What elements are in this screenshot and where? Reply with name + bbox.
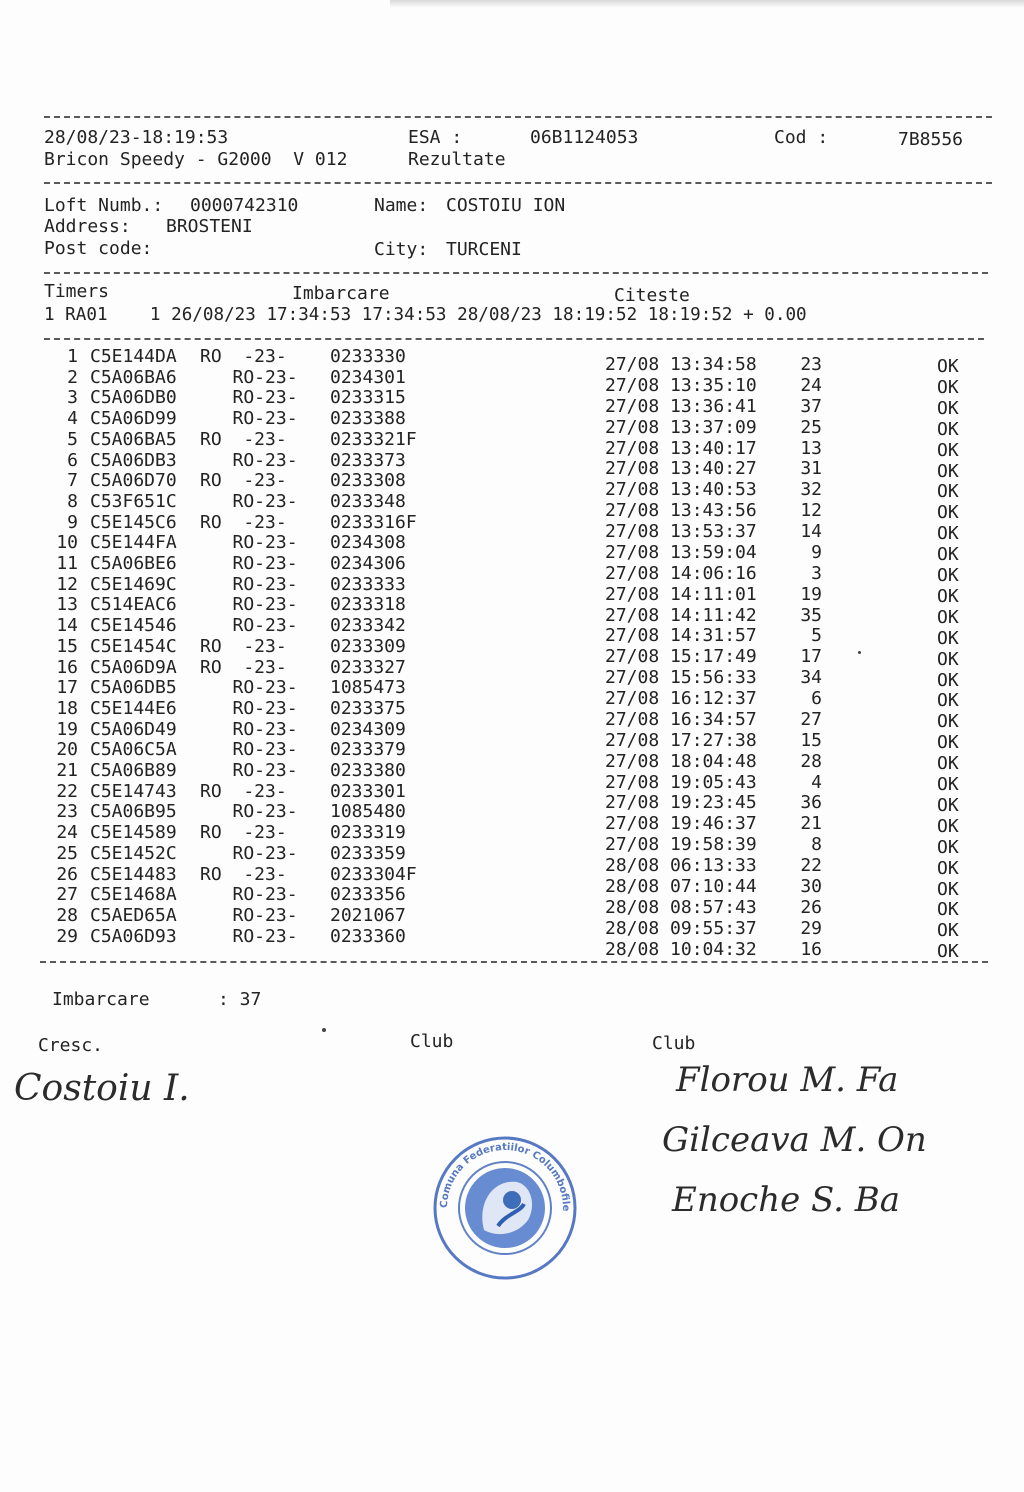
signature-breeder: Costoiu I. xyxy=(14,1068,190,1109)
row-number: 17 xyxy=(56,677,78,699)
position: 23 xyxy=(800,354,822,375)
position: 22 xyxy=(800,855,822,877)
arrival-datetime: 28/08 08:57:43 xyxy=(605,896,757,918)
arrival-datetime: 27/08 14:06:16 xyxy=(605,562,757,584)
status-ok: OK xyxy=(937,544,959,566)
ring-country-year: RO-23- xyxy=(200,532,298,554)
status-ok: OK xyxy=(937,585,959,607)
position: 36 xyxy=(800,792,822,814)
position: 27 xyxy=(800,708,822,730)
row-number: 24 xyxy=(56,822,78,844)
ring-number: 0233388 xyxy=(330,408,406,430)
esa-value: 06B1124053 xyxy=(530,127,639,148)
status-ok: OK xyxy=(937,565,959,586)
position: 26 xyxy=(800,896,822,918)
paper-edge-shadow xyxy=(390,0,1024,8)
row-number: 20 xyxy=(56,739,78,761)
status-ok: OK xyxy=(937,502,959,524)
ring-number: 1085480 xyxy=(330,801,406,823)
speck xyxy=(858,651,861,654)
ring-number: 0233301 xyxy=(330,780,406,802)
arrival-datetime: 27/08 19:46:37 xyxy=(605,813,757,835)
ring-code: C5A06D99 xyxy=(90,408,177,430)
table-row xyxy=(40,925,980,963)
ring-number: 0233360 xyxy=(330,925,406,947)
ring-country-year: RO-23- xyxy=(200,615,298,637)
row-number: 18 xyxy=(56,697,78,719)
ring-country-year: RO-23- xyxy=(200,718,298,740)
club-label-1: Club xyxy=(410,1031,454,1052)
arrival-datetime: 27/08 13:40:27 xyxy=(605,458,757,480)
ring-number: 0233309 xyxy=(330,635,406,657)
ring-code: C5E14743 xyxy=(90,780,177,802)
position: 28 xyxy=(800,750,822,772)
status-ok: OK xyxy=(937,606,959,628)
position: 13 xyxy=(800,437,822,459)
row-number: 1 xyxy=(67,346,78,367)
ring-country-year: RO-23- xyxy=(200,553,298,574)
imbarcare-header: Imbarcare xyxy=(292,283,390,304)
ring-code: C5E144DA xyxy=(90,346,177,367)
row-number: 2 xyxy=(67,366,78,388)
row-number: 13 xyxy=(56,594,78,616)
ring-country-year: RO -23- xyxy=(200,470,287,492)
ring-country-year: RO -23- xyxy=(200,635,287,657)
ring-number: 0234308 xyxy=(330,532,406,554)
ring-country-year: RO -23- xyxy=(200,428,287,450)
ring-country-year: RO-23- xyxy=(200,490,298,512)
row-number: 29 xyxy=(56,925,78,947)
position: 16 xyxy=(800,938,822,960)
position: 19 xyxy=(800,583,822,605)
ring-code: C514EAC6 xyxy=(90,594,177,616)
ring-code: C5E14483 xyxy=(90,863,177,885)
arrival-datetime: 28/08 10:04:32 xyxy=(605,938,757,960)
ring-country-year: RO -23- xyxy=(200,822,287,844)
ring-country-year: RO-23- xyxy=(200,739,298,761)
status-ok: OK xyxy=(937,397,959,419)
arrival-datetime: 27/08 13:43:56 xyxy=(605,500,757,522)
loft-value: 0000742310 xyxy=(190,195,299,216)
ring-number: 0233318 xyxy=(330,594,406,616)
cresc-label: Cresc. xyxy=(38,1035,104,1056)
position: 32 xyxy=(800,479,822,501)
status-ok: OK xyxy=(937,376,959,398)
row-number: 6 xyxy=(67,449,78,471)
arrival-datetime: 27/08 14:11:01 xyxy=(605,583,757,605)
status-ok: OK xyxy=(937,481,959,503)
status-ok: OK xyxy=(937,794,959,816)
position: 4 xyxy=(811,771,822,793)
ring-country-year: RO-23- xyxy=(200,387,298,409)
ring-number: 0233348 xyxy=(330,490,406,512)
ring-number: 0233319 xyxy=(330,822,406,844)
ring-country-year: RO-23- xyxy=(200,842,298,864)
citeste-header: Citeste xyxy=(614,285,690,306)
device-name: Bricon Speedy - G2000 V 012 xyxy=(44,149,348,170)
position: 31 xyxy=(800,458,822,480)
ring-code: C5A06DB3 xyxy=(90,449,177,471)
ring-code: C5A06BA5 xyxy=(90,428,177,450)
position: 8 xyxy=(811,834,822,856)
row-number: 14 xyxy=(56,615,78,637)
name-value: COSTOIU ION xyxy=(446,195,566,216)
ring-country-year: RO-23- xyxy=(200,677,298,699)
arrival-datetime: 27/08 13:37:09 xyxy=(605,416,757,438)
arrival-datetime: 27/08 15:56:33 xyxy=(605,667,757,689)
ring-country-year: RO-23- xyxy=(200,366,298,388)
ring-country-year: RO-23- xyxy=(200,449,298,471)
speck xyxy=(322,1028,326,1032)
report-title: Rezultate xyxy=(408,149,506,170)
position: 9 xyxy=(811,541,822,563)
arrival-datetime: 27/08 15:17:49 xyxy=(605,646,757,668)
divider-top xyxy=(44,116,992,118)
ring-country-year: RO-23- xyxy=(200,697,298,719)
ring-number: 1085473 xyxy=(330,677,406,699)
ring-code: C5A06DB0 xyxy=(90,387,177,409)
city-label: City: xyxy=(374,239,429,260)
cod-value: 7B8556 xyxy=(898,129,964,150)
row-number: 16 xyxy=(56,656,78,678)
city-value: TURCENI xyxy=(446,239,522,260)
ring-country-year: RO -23- xyxy=(200,656,287,678)
arrival-datetime: 28/08 06:13:33 xyxy=(605,855,757,877)
ring-country-year: RO-23- xyxy=(200,925,298,947)
ring-number: 0233359 xyxy=(330,842,406,864)
ring-code: C5E144E6 xyxy=(90,697,177,719)
position: 17 xyxy=(800,646,822,668)
status-ok: OK xyxy=(937,753,959,775)
ring-country-year: RO -23- xyxy=(200,511,287,533)
ring-number: 0234306 xyxy=(330,553,406,574)
ring-code: C5E1454C xyxy=(90,635,177,657)
ring-code: C5E1468A xyxy=(90,884,177,906)
row-number: 19 xyxy=(56,718,78,740)
position: 34 xyxy=(800,667,822,689)
federation-stamp xyxy=(432,1134,578,1282)
postcode-label: Post code: xyxy=(44,238,153,259)
arrival-datetime: 27/08 19:58:39 xyxy=(605,834,757,856)
status-ok: OK xyxy=(937,920,959,942)
divider-bottom xyxy=(40,961,988,963)
ring-code: C5A06D49 xyxy=(90,718,177,740)
arrival-datetime: 27/08 13:34:58 xyxy=(605,354,757,375)
ring-code: C5A06D93 xyxy=(90,925,177,947)
signature-club-1: Florou M. Fa xyxy=(676,1060,899,1100)
ring-country-year: RO-23- xyxy=(200,801,298,823)
position: 25 xyxy=(800,416,822,438)
arrival-datetime: 27/08 13:40:53 xyxy=(605,479,757,501)
position: 3 xyxy=(811,562,822,584)
esa-label: ESA : xyxy=(408,127,463,148)
ring-country-year: RO -23- xyxy=(200,863,287,885)
position: 29 xyxy=(800,917,822,939)
arrival-datetime: 27/08 16:12:37 xyxy=(605,688,757,710)
arrival-datetime: 27/08 14:31:57 xyxy=(605,625,757,647)
ring-number: 0233330 xyxy=(330,346,406,367)
footer-imbarcare-label: Imbarcare xyxy=(52,989,150,1010)
arrival-datetime: 27/08 18:04:48 xyxy=(605,750,757,772)
position: 21 xyxy=(800,813,822,835)
divider-timers xyxy=(44,338,984,340)
status-ok: OK xyxy=(937,774,959,795)
status-ok: OK xyxy=(937,941,959,963)
arrival-datetime: 27/08 13:36:41 xyxy=(605,395,757,417)
ring-code: C5E1452C xyxy=(90,842,177,864)
ring-code: C5A06B89 xyxy=(90,760,177,781)
ring-country-year: RO-23- xyxy=(200,884,298,906)
ring-number: 0233315 xyxy=(330,387,406,409)
ring-number: 0233342 xyxy=(330,615,406,637)
arrival-datetime: 27/08 16:34:57 xyxy=(605,708,757,730)
ring-country-year: RO-23- xyxy=(200,594,298,616)
arrival-datetime: 27/08 13:35:10 xyxy=(605,374,757,396)
ring-number: 2021067 xyxy=(330,904,406,926)
position: 15 xyxy=(800,729,822,751)
timer-line: 1 RA01 1 26/08/23 17:34:53 17:34:53 28/08/23 18:19:52 18:19:52 + 0.00 xyxy=(44,305,807,325)
status-ok: OK xyxy=(937,627,959,649)
status-ok: OK xyxy=(937,836,959,858)
arrival-datetime: 27/08 13:40:17 xyxy=(605,437,757,459)
row-number: 22 xyxy=(56,780,78,802)
row-number: 26 xyxy=(56,863,78,885)
ring-number: 0233379 xyxy=(330,739,406,761)
arrival-datetime: 27/08 17:27:38 xyxy=(605,729,757,751)
status-ok: OK xyxy=(937,648,959,670)
ring-code: C53F651C xyxy=(90,490,177,512)
signature-club-3: Enoche S. Ba xyxy=(672,1180,901,1220)
row-number: 7 xyxy=(67,470,78,492)
ring-number: 0233356 xyxy=(330,884,406,906)
ring-code: C5A06BE6 xyxy=(90,553,177,574)
timers-label: Timers xyxy=(44,281,110,302)
position: 24 xyxy=(800,374,822,396)
ring-country-year: RO-23- xyxy=(200,760,298,781)
ring-code: C5A06D9A xyxy=(90,656,177,678)
row-number: 11 xyxy=(56,553,78,574)
loft-label: Loft Numb.: xyxy=(44,195,164,216)
name-label: Name: xyxy=(374,195,429,216)
row-number: 9 xyxy=(67,511,78,533)
position: 6 xyxy=(811,688,822,710)
row-number: 15 xyxy=(56,635,78,657)
ring-number: 0233333 xyxy=(330,573,406,595)
ring-code: C5E14546 xyxy=(90,615,177,637)
ring-code: C5E144FA xyxy=(90,532,177,554)
ring-code: C5AED65A xyxy=(90,904,177,926)
status-ok: OK xyxy=(937,669,959,691)
row-number: 10 xyxy=(56,532,78,554)
ring-number: 0233304F xyxy=(330,863,417,885)
status-ok: OK xyxy=(937,356,959,377)
ring-number: 0234301 xyxy=(330,366,406,388)
row-number: 3 xyxy=(67,387,78,409)
position: 14 xyxy=(800,521,822,543)
row-number: 28 xyxy=(56,904,78,926)
ring-number: 0233316F xyxy=(330,511,417,533)
status-ok: OK xyxy=(937,460,959,482)
ring-number: 0233373 xyxy=(330,449,406,471)
position: 30 xyxy=(800,876,822,897)
status-ok: OK xyxy=(937,711,959,733)
ring-country-year: RO-23- xyxy=(200,904,298,926)
ring-code: C5A06DB5 xyxy=(90,677,177,699)
divider-header xyxy=(44,182,992,184)
ring-number: 0233375 xyxy=(330,697,406,719)
status-ok: OK xyxy=(937,878,959,900)
position: 5 xyxy=(811,625,822,647)
status-ok: OK xyxy=(937,690,959,712)
status-ok: OK xyxy=(937,899,959,921)
row-number: 25 xyxy=(56,842,78,864)
footer-imbarcare-value: : 37 xyxy=(218,989,262,1010)
ring-code: C5A06B95 xyxy=(90,801,177,823)
status-ok: OK xyxy=(937,523,959,545)
row-number: 27 xyxy=(56,884,78,906)
arrival-datetime: 27/08 19:23:45 xyxy=(605,792,757,814)
arrival-datetime: 27/08 19:05:43 xyxy=(605,771,757,793)
arrival-datetime: 28/08 07:10:44 xyxy=(605,876,757,897)
print-datetime: 28/08/23-18:19:53 xyxy=(44,127,229,148)
ring-code: C5A06BA6 xyxy=(90,366,177,388)
ring-country-year: RO-23- xyxy=(200,408,298,430)
arrival-datetime: 27/08 14:11:42 xyxy=(605,604,757,626)
ring-code: C5A06D70 xyxy=(90,470,177,492)
ring-country-year: RO -23- xyxy=(200,346,287,367)
status-ok: OK xyxy=(937,732,959,754)
position: 35 xyxy=(800,604,822,626)
ring-number: 0233308 xyxy=(330,470,406,492)
position: 12 xyxy=(800,500,822,522)
arrival-datetime: 27/08 13:53:37 xyxy=(605,521,757,543)
ring-country-year: RO-23- xyxy=(200,573,298,595)
row-number: 23 xyxy=(56,801,78,823)
row-number: 21 xyxy=(56,760,78,781)
divider-loft xyxy=(44,272,988,274)
ring-number: 0233380 xyxy=(330,760,406,781)
status-ok: OK xyxy=(937,815,959,837)
row-number: 5 xyxy=(67,428,78,450)
ring-code: C5E145C6 xyxy=(90,511,177,533)
arrival-datetime: 28/08 09:55:37 xyxy=(605,917,757,939)
status-ok: OK xyxy=(937,439,959,461)
row-number: 4 xyxy=(67,408,78,430)
stamp-text: Comuna Federatiilor Columbofile xyxy=(438,1141,572,1212)
status-ok: OK xyxy=(937,857,959,879)
status-ok: OK xyxy=(937,418,959,440)
address-value: BROSTENI xyxy=(166,216,253,237)
ring-country-year: RO -23- xyxy=(200,780,287,802)
cod-label: Cod : xyxy=(774,127,829,148)
address-label: Address: xyxy=(44,216,131,237)
ring-code: C5E1469C xyxy=(90,573,177,595)
row-number: 12 xyxy=(56,573,78,595)
ring-number: 0233321F xyxy=(330,428,417,450)
ring-number: 0233327 xyxy=(330,656,406,678)
ring-number: 0234309 xyxy=(330,718,406,740)
arrival-datetime: 27/08 13:59:04 xyxy=(605,541,757,563)
club-label-2: Club xyxy=(652,1033,696,1054)
row-number: 8 xyxy=(67,490,78,512)
signature-club-2: Gilceava M. On xyxy=(662,1120,927,1160)
ring-code: C5A06C5A xyxy=(90,739,177,761)
position: 37 xyxy=(800,395,822,417)
ring-code: C5E14589 xyxy=(90,822,177,844)
